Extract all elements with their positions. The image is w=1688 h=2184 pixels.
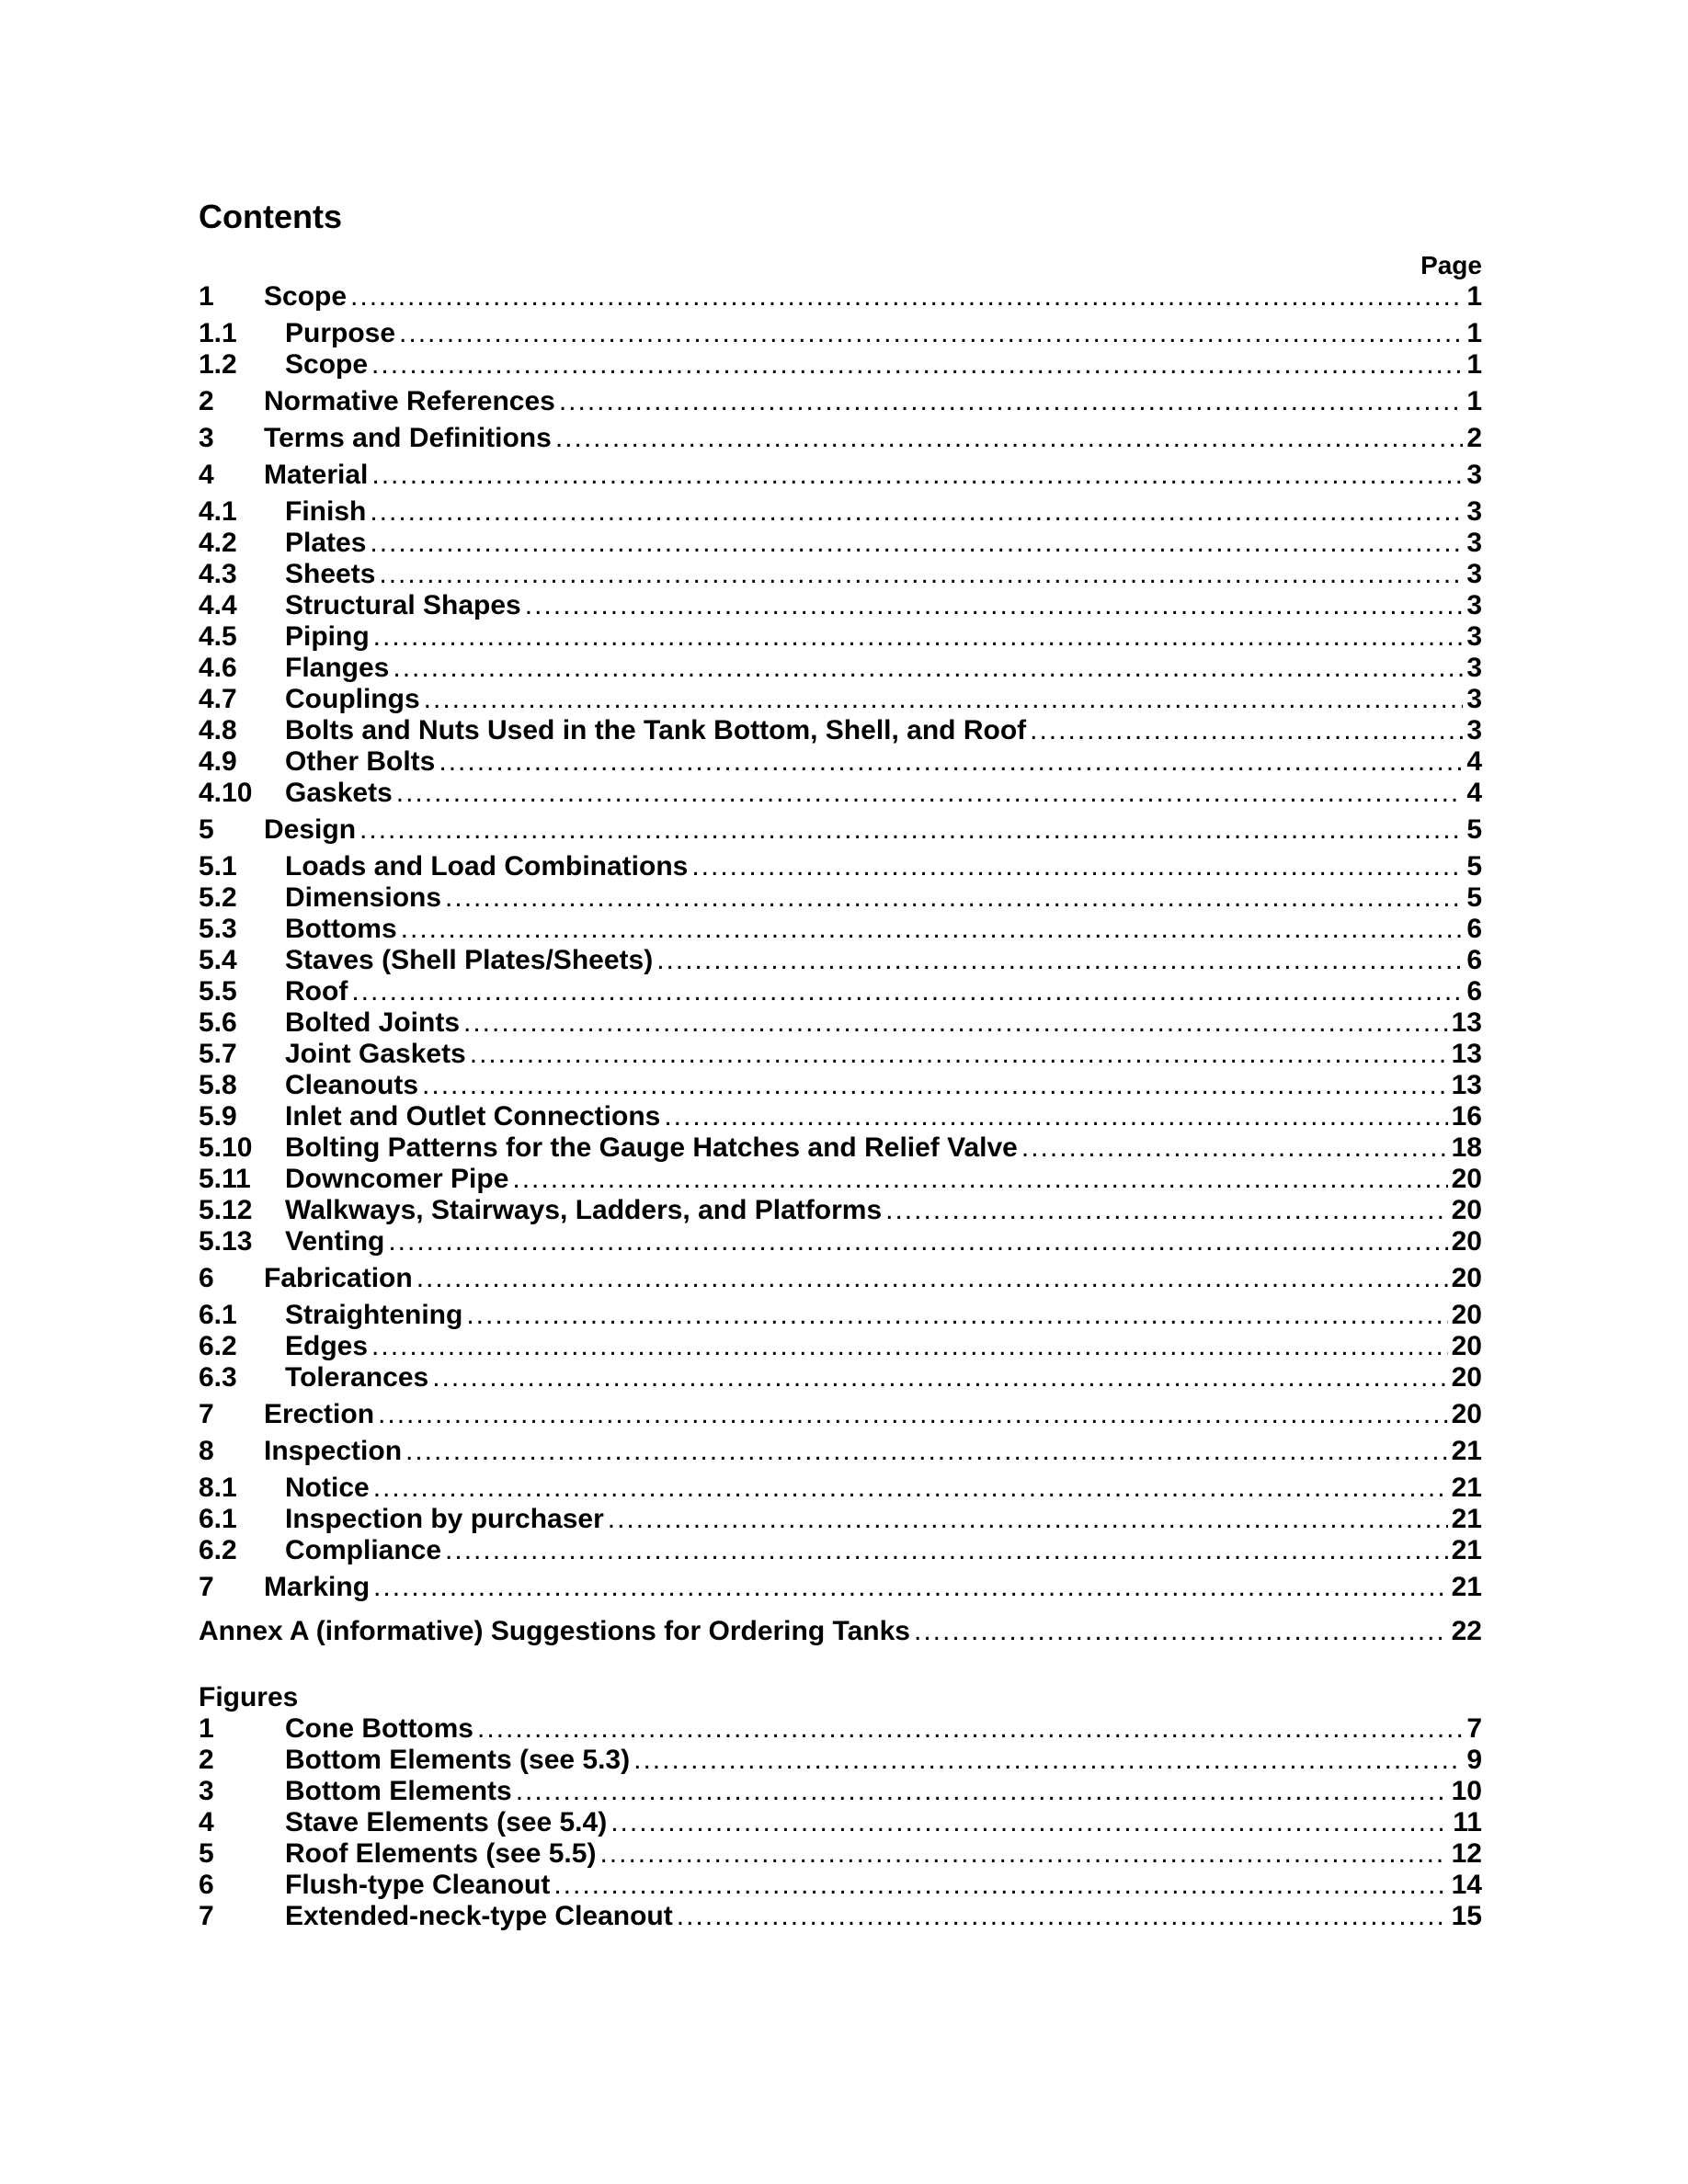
section-title: Design — [264, 814, 357, 845]
toc-entry[interactable] — [199, 851, 1482, 882]
section-number: 4.9 — [199, 746, 237, 777]
toc-entry[interactable] — [199, 1572, 1482, 1603]
page-number: 6 — [1466, 945, 1482, 975]
toc-entry[interactable] — [199, 386, 1482, 417]
dot-leader — [373, 1572, 1448, 1603]
toc-entry[interactable] — [199, 1263, 1482, 1294]
page-number: 3 — [1466, 715, 1482, 745]
dot-leader — [445, 882, 1463, 914]
toc-entry[interactable] — [199, 1226, 1482, 1257]
section-title: Inlet and Outlet Connections — [285, 1101, 661, 1132]
toc-entry[interactable] — [199, 1101, 1482, 1132]
dot-leader — [371, 1331, 1448, 1362]
page-number: 21 — [1451, 1436, 1482, 1466]
section-title: Other Bolts — [285, 746, 436, 777]
dot-leader — [371, 349, 1463, 381]
section-title: Walkways, Stairways, Ladders, and Platforms — [285, 1195, 883, 1225]
toc-entry[interactable] — [199, 1504, 1482, 1535]
toc-entry[interactable] — [199, 1070, 1482, 1101]
section-title: Tolerances — [285, 1362, 429, 1393]
section-number: 7 — [199, 1399, 214, 1429]
section-number: 4.8 — [199, 715, 237, 745]
dot-leader — [371, 460, 1463, 491]
dot-leader — [914, 1616, 1448, 1647]
figure-number: 3 — [199, 1776, 214, 1806]
toc-entry[interactable] — [199, 1331, 1482, 1362]
section-number: 6.2 — [199, 1331, 237, 1361]
page-number: 16 — [1451, 1101, 1482, 1132]
section-number: 1 — [199, 281, 214, 312]
toc-entry[interactable] — [199, 976, 1482, 1007]
section-title: Finish — [285, 496, 367, 527]
section-title: Inspection — [264, 1436, 403, 1466]
figure-number: 7 — [199, 1901, 214, 1931]
figure-entry[interactable] — [199, 1713, 1482, 1745]
toc-entry[interactable] — [199, 814, 1482, 846]
figure-number: 5 — [199, 1838, 214, 1869]
toc-entry[interactable] — [199, 945, 1482, 976]
figures-list — [199, 1713, 1482, 1932]
dot-leader — [432, 1362, 1447, 1393]
page-number: 22 — [1451, 1616, 1482, 1646]
page-number: 13 — [1451, 1007, 1482, 1038]
page-number: 12 — [1451, 1838, 1482, 1869]
section-number: 4 — [199, 460, 214, 490]
toc-entry[interactable] — [199, 715, 1482, 746]
page-number: 20 — [1451, 1263, 1482, 1293]
section-title: Piping — [285, 621, 370, 652]
section-title: Downcomer Pipe — [285, 1164, 509, 1194]
section-title: Notice — [285, 1473, 370, 1503]
dot-leader — [422, 1070, 1448, 1101]
figure-number: 2 — [199, 1745, 214, 1775]
section-number: 8.1 — [199, 1473, 237, 1503]
page-number: 3 — [1466, 684, 1482, 714]
toc-entry[interactable] — [199, 1616, 1482, 1647]
section-title: Fabrication — [264, 1263, 413, 1293]
section-number: 7 — [199, 1572, 214, 1602]
section-title: Inspection by purchaser — [285, 1504, 604, 1534]
section-title: Bolting Patterns for the Gauge Hatches and Relief Valve — [285, 1132, 1018, 1163]
toc-entry[interactable] — [199, 1399, 1482, 1430]
dot-leader — [599, 1838, 1447, 1870]
toc-entry[interactable] — [199, 1362, 1482, 1393]
figure-title: Bottom Elements — [285, 1776, 512, 1806]
toc-entry[interactable] — [199, 460, 1482, 491]
toc-entry[interactable] — [199, 778, 1482, 809]
page-column-label: Page — [1420, 251, 1482, 279]
section-title: Scope — [285, 349, 369, 380]
figure-entry[interactable] — [199, 1776, 1482, 1807]
dot-leader — [373, 1473, 1448, 1504]
page-number: 1 — [1466, 318, 1482, 348]
dot-leader — [399, 318, 1463, 349]
page-number: 21 — [1451, 1504, 1482, 1534]
section-number: 1.2 — [199, 349, 237, 380]
section-number: 5.1 — [199, 851, 237, 882]
figure-title: Bottom Elements (see 5.3) — [285, 1745, 631, 1775]
page-number: 20 — [1451, 1362, 1482, 1393]
page-number: 1 — [1466, 386, 1482, 416]
figure-title: Roof Elements (see 5.5) — [285, 1838, 597, 1869]
toc-entry[interactable] — [199, 281, 1482, 313]
section-number: 4.3 — [199, 559, 237, 589]
contents-heading: Contents — [199, 198, 342, 235]
toc-entry[interactable] — [199, 318, 1482, 349]
section-title: Dimensions — [285, 882, 442, 913]
page-number: 6 — [1466, 914, 1482, 944]
dot-leader — [664, 1101, 1447, 1132]
section-title: Scope — [264, 281, 348, 312]
section-title: Flanges — [285, 653, 390, 683]
dot-leader — [379, 559, 1463, 590]
dot-leader — [388, 1226, 1447, 1257]
section-number: 5.7 — [199, 1039, 237, 1069]
section-title: Normative References — [264, 386, 555, 416]
dot-leader — [610, 1807, 1449, 1838]
dot-leader — [885, 1195, 1447, 1226]
figure-entry[interactable] — [199, 1870, 1482, 1901]
toc-entry[interactable] — [199, 1195, 1482, 1226]
dot-leader — [656, 945, 1463, 976]
toc-entry[interactable] — [199, 1132, 1482, 1164]
toc-entry[interactable] — [199, 1535, 1482, 1566]
section-title: Compliance — [285, 1535, 442, 1565]
page-number: 1 — [1466, 281, 1482, 312]
dot-leader — [516, 1776, 1448, 1807]
page-number: 20 — [1451, 1331, 1482, 1361]
section-number: 6.2 — [199, 1535, 237, 1565]
section-title: Joint Gaskets — [285, 1039, 466, 1069]
toc-entry[interactable] — [199, 1039, 1482, 1070]
section-number: 4.1 — [199, 496, 237, 527]
section-title: Terms and Definitions — [264, 423, 552, 453]
section-number: 5.8 — [199, 1070, 237, 1100]
toc-entry[interactable] — [199, 1436, 1482, 1467]
page-number: 7 — [1466, 1713, 1482, 1744]
dot-leader — [351, 976, 1463, 1007]
page-number: 3 — [1466, 590, 1482, 620]
dot-leader — [1021, 1132, 1448, 1164]
dot-leader — [553, 1870, 1447, 1901]
page-number: 4 — [1466, 746, 1482, 777]
figure-number: 4 — [199, 1807, 214, 1837]
dot-leader — [470, 1039, 1448, 1070]
figure-entry[interactable] — [199, 1838, 1482, 1870]
page-number: 20 — [1451, 1226, 1482, 1257]
page-number: 20 — [1451, 1300, 1482, 1330]
dot-leader — [359, 814, 1463, 846]
section-title: Plates — [285, 528, 367, 558]
page-number: 3 — [1466, 460, 1482, 490]
section-title: Loads and Load Combinations — [285, 851, 689, 882]
figure-title: Flush-type Cleanout — [285, 1870, 551, 1900]
section-title: Annex A (informative) Suggestions for Ordering Tanks — [199, 1616, 910, 1646]
dot-leader — [370, 496, 1463, 528]
toc-entry[interactable] — [199, 349, 1482, 381]
dot-leader — [512, 1164, 1447, 1195]
page-number: 21 — [1451, 1572, 1482, 1602]
figure-title: Cone Bottoms — [285, 1713, 473, 1744]
section-number: 5.3 — [199, 914, 237, 944]
dot-leader — [396, 778, 1464, 809]
page-number: 3 — [1466, 653, 1482, 683]
dot-leader — [445, 1535, 1448, 1566]
page-number: 13 — [1451, 1070, 1482, 1100]
section-title: Marking — [264, 1572, 371, 1602]
toc-entry[interactable] — [199, 496, 1482, 528]
page-number: 11 — [1453, 1807, 1482, 1837]
toc-list — [199, 281, 1482, 1647]
dot-leader — [1030, 715, 1463, 746]
page-number: 18 — [1451, 1132, 1482, 1163]
section-title: Bolted Joints — [285, 1007, 461, 1038]
section-number: 5 — [199, 814, 214, 845]
toc-entry[interactable] — [199, 653, 1482, 684]
section-number: 6.1 — [199, 1300, 237, 1330]
dot-leader — [370, 528, 1463, 559]
dot-leader — [559, 386, 1463, 417]
dot-leader — [677, 1901, 1448, 1932]
section-title: Material — [264, 460, 369, 490]
section-title: Sheets — [285, 559, 376, 589]
toc-entry[interactable] — [199, 590, 1482, 621]
toc-entry[interactable] — [199, 528, 1482, 559]
dot-leader — [466, 1300, 1447, 1331]
page-number: 5 — [1466, 882, 1482, 913]
section-title: Staves (Shell Plates/Sheets) — [285, 945, 654, 975]
dot-leader — [350, 281, 1463, 313]
section-title: Purpose — [285, 318, 396, 348]
dot-leader — [633, 1745, 1463, 1776]
dot-leader — [373, 621, 1464, 653]
section-title: Bottoms — [285, 914, 397, 944]
figure-entry[interactable] — [199, 1807, 1482, 1838]
dot-leader — [401, 914, 1464, 945]
page-number: 4 — [1466, 778, 1482, 808]
page-number: 3 — [1466, 528, 1482, 558]
page-number: 21 — [1451, 1535, 1482, 1565]
figure-title: Stave Elements (see 5.4) — [285, 1807, 608, 1837]
figure-number: 6 — [199, 1870, 214, 1900]
section-number: 6 — [199, 1263, 214, 1293]
page-number: 20 — [1451, 1195, 1482, 1225]
section-number: 8 — [199, 1436, 214, 1466]
figures-heading: Figures — [199, 1682, 299, 1712]
section-number: 5.5 — [199, 976, 237, 1007]
page-number: 1 — [1466, 349, 1482, 380]
dot-leader — [416, 1263, 1448, 1294]
table-of-contents — [199, 281, 1482, 1932]
page-number: 3 — [1466, 559, 1482, 589]
section-title: Straightening — [285, 1300, 463, 1330]
page-number: 13 — [1451, 1039, 1482, 1069]
dot-leader — [424, 684, 1464, 715]
section-number: 6.3 — [199, 1362, 237, 1393]
page-number: 6 — [1466, 976, 1482, 1007]
toc-entry[interactable] — [199, 1473, 1482, 1504]
section-number: 5.2 — [199, 882, 237, 913]
dot-leader — [477, 1713, 1463, 1745]
section-number: 5.10 — [199, 1132, 253, 1163]
page-number: 15 — [1451, 1901, 1482, 1931]
section-number: 5.6 — [199, 1007, 237, 1038]
section-number: 5.4 — [199, 945, 237, 975]
toc-entry[interactable] — [199, 559, 1482, 590]
section-title: Edges — [285, 1331, 369, 1361]
section-number: 5.11 — [199, 1164, 251, 1194]
section-title: Venting — [285, 1226, 385, 1257]
page-number: 20 — [1451, 1399, 1482, 1429]
dot-leader — [378, 1399, 1448, 1430]
figure-entry[interactable] — [199, 1745, 1482, 1776]
page-number: 3 — [1466, 496, 1482, 527]
section-title: Cleanouts — [285, 1070, 419, 1100]
section-title: Structural Shapes — [285, 590, 521, 620]
dot-leader — [405, 1436, 1448, 1467]
toc-entry[interactable] — [199, 1007, 1482, 1039]
dot-leader — [555, 423, 1463, 454]
section-number: 4.7 — [199, 684, 237, 714]
page-number: 10 — [1451, 1776, 1482, 1806]
dot-leader — [525, 590, 1464, 621]
page-number: 2 — [1466, 423, 1482, 453]
dot-leader — [439, 746, 1463, 778]
section-number: 6.1 — [199, 1504, 237, 1534]
page-number: 5 — [1466, 851, 1482, 882]
page-number: 5 — [1466, 814, 1482, 845]
page-number: 14 — [1451, 1870, 1482, 1900]
dot-leader — [393, 653, 1463, 684]
toc-entry[interactable] — [199, 1300, 1482, 1331]
section-number: 5.13 — [199, 1226, 253, 1257]
page-number: 21 — [1451, 1473, 1482, 1503]
toc-entry[interactable] — [199, 746, 1482, 778]
toc-entry[interactable] — [199, 423, 1482, 454]
dot-leader — [463, 1007, 1448, 1039]
page-number: 3 — [1466, 621, 1482, 652]
section-title: Gaskets — [285, 778, 393, 808]
section-number: 4.2 — [199, 528, 237, 558]
section-title: Bolts and Nuts Used in the Tank Bottom, Shell, and Roof — [285, 715, 1027, 745]
toc-entry[interactable] — [199, 1164, 1482, 1195]
toc-entry[interactable] — [199, 882, 1482, 914]
figure-entry[interactable] — [199, 1901, 1482, 1932]
section-title: Roof — [285, 976, 348, 1007]
page-number: 20 — [1451, 1164, 1482, 1194]
dot-leader — [608, 1504, 1448, 1535]
section-number: 2 — [199, 386, 214, 416]
section-number: 3 — [199, 423, 214, 453]
figure-number: 1 — [199, 1713, 214, 1744]
section-number: 5.12 — [199, 1195, 253, 1225]
section-number: 4.6 — [199, 653, 237, 683]
figure-title: Extended-neck-type Cleanout — [285, 1901, 673, 1931]
section-number: 4.5 — [199, 621, 237, 652]
toc-entry[interactable] — [199, 621, 1482, 653]
section-number: 1.1 — [199, 318, 237, 348]
section-number: 4.4 — [199, 590, 237, 620]
dot-leader — [691, 851, 1463, 882]
section-title: Couplings — [285, 684, 420, 714]
page-number: 9 — [1466, 1745, 1482, 1775]
section-number: 4.10 — [199, 778, 253, 808]
section-number: 5.9 — [199, 1101, 237, 1132]
toc-entry[interactable] — [199, 914, 1482, 945]
section-title: Erection — [264, 1399, 375, 1429]
toc-entry[interactable] — [199, 684, 1482, 715]
